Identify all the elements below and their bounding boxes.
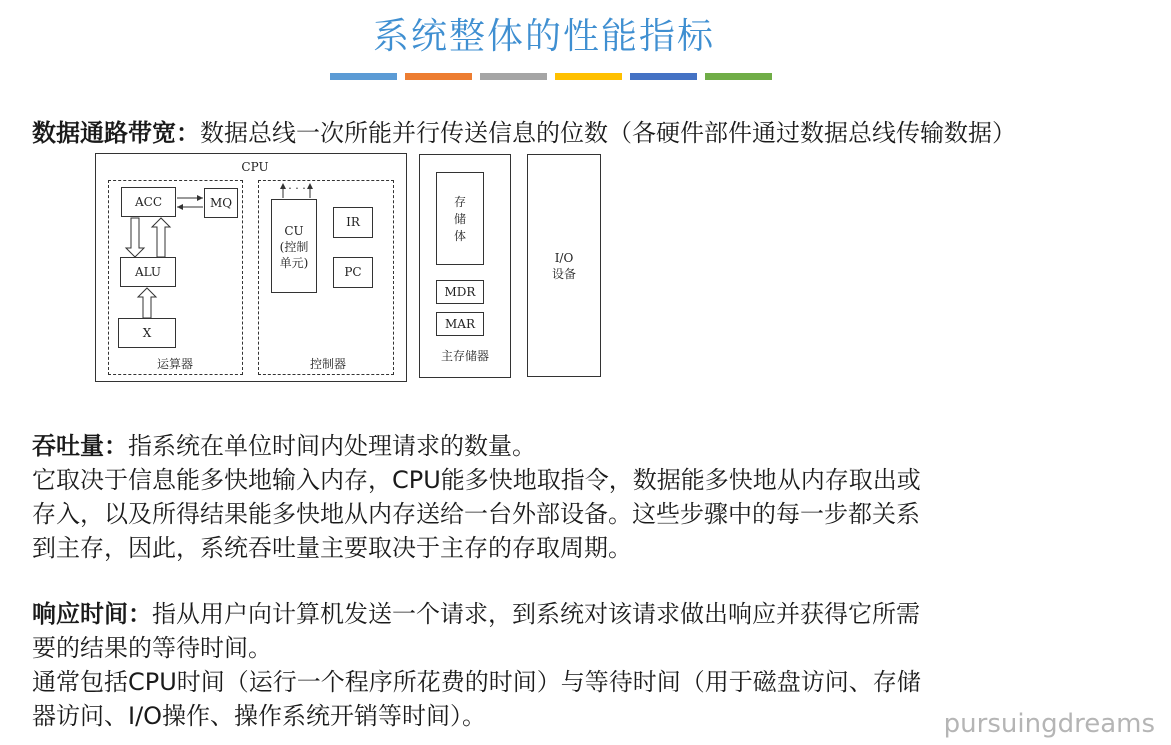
storage-label-3: 体 [453,229,466,243]
alu-box: ALU [120,257,176,287]
title-color-bars [330,73,772,80]
color-bar [330,73,397,80]
bandwidth-paragraph [32,116,1016,150]
x-register-box: X [118,318,176,348]
color-bar [705,73,772,80]
color-bar [630,73,697,80]
io-label-1: I/O [554,251,574,265]
cu-label-1: CU [284,224,304,238]
storage-label-2: 储 [453,212,466,226]
throughput-paragraph [32,429,921,565]
watermark: pursuingdreams [943,709,1155,739]
bandwidth-text: 数据总线一次所能并行传送信息的位数（各硬件部件通过数据总线传输数据） [200,119,1016,147]
main-memory-label: 主存储器 [440,349,489,363]
color-bar [555,73,622,80]
cu-label-3: 单元) [279,256,309,270]
bandwidth-term: 数据通路带宽： [32,119,200,147]
response-term: 响应时间： [32,600,152,628]
cu-label-2: (控制 [279,240,309,254]
response-line-3: 通常包括CPU时间（运行一个程序所花费的时间）与等待时间（用于磁盘访问、存储 [32,668,921,696]
alu-unit-label: 运算器 [156,357,193,371]
slide-title: 系统整体的性能指标 [372,16,715,57]
ir-box: IR [333,207,373,238]
response-text: 指从用户向计算机发送一个请求，到系统对该请求做出响应并获得它所需 [152,600,920,628]
mdr-box: MDR [436,280,484,304]
pc-box: PC [333,257,373,288]
bus-dots: · · · [288,182,306,195]
storage-label-1: 存 [453,195,466,209]
cpu-label: CPU [241,160,269,174]
throughput-term: 吞吐量： [32,432,128,460]
mar-box: MAR [436,312,484,336]
color-bar [480,73,547,80]
response-line-2: 要的结果的等待时间。 [32,634,272,662]
throughput-line-2: 它取决于信息能多快地输入内存，CPU能多快地取指令，数据能多快地从内存取出或 [32,466,921,494]
throughput-line-4: 到主存，因此，系统吞吐量主要取决于主存的存取周期。 [32,534,632,562]
response-paragraph [32,597,921,733]
response-line-4: 器访问、I/O操作、操作系统开销等时间）。 [32,702,487,730]
mq-box: MQ [204,188,238,218]
throughput-text: 指系统在单位时间内处理请求的数量。 [128,432,536,460]
controller-label: 控制器 [309,357,346,371]
io-label-2: 设备 [551,267,576,281]
acc-box: ACC [121,187,176,217]
color-bar [405,73,472,80]
throughput-line-3: 存入，以及所得结果能多快地从内存送给一台外部设备。这些步骤中的每一步都关系 [32,500,920,528]
